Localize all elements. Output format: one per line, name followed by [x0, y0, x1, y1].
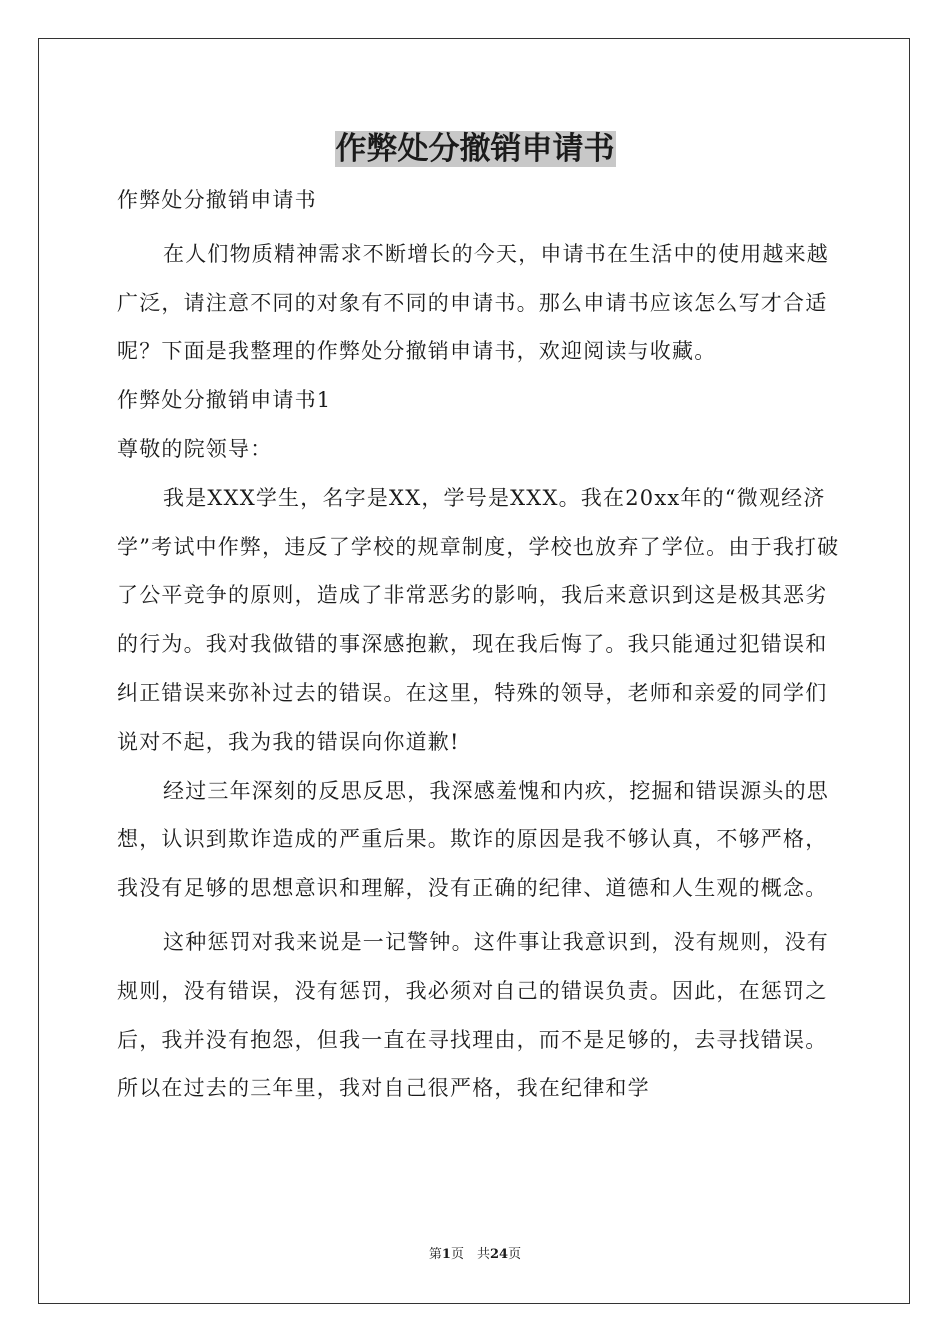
document-title-text: 作弊处分撤销申请书	[335, 131, 615, 167]
document-subtitle: 作弊处分撤销申请书	[117, 188, 317, 212]
page-footer	[0, 1246, 950, 1264]
body-paragraph: 我是XXX学生，名字是XX，学号是XXX。我在20xx年的“微观经济学”考试中作弊，违反了学校的规章制度，学校也放弃了学位。由于我打破了公平竞争的原则，造成了非常恶劣的影响，我后来意识到这是极其恶劣的行为。我对我做错的事深感抱歉，现在我后悔了。我只能通过犯错误和纠正错误来弥补过去的错误。在这里，特殊的领导，老师和亲爱的同学们说对不起，我为我的错误向你道歉!	[117, 485, 840, 754]
footer-page-current: 1	[441, 1247, 451, 1262]
body-paragraph: 经过三年深刻的反思反思，我深感羞愧和内疚，挖掘和错误源头的思想，认识到欺诈造成的严重后果。欺诈的原因是我不够认真，不够严格，我没有足够的思想意识和理解，没有正确的纪律、道德和人生观的概念。	[117, 778, 829, 901]
footer-page-total: 24	[489, 1247, 509, 1262]
document-title	[0, 126, 950, 172]
footer-prefix: 第	[428, 1247, 442, 1262]
salutation: 尊敬的院领导：	[117, 436, 273, 461]
footer-mid: 页 共	[450, 1247, 490, 1262]
footer-suffix: 页	[508, 1247, 522, 1262]
intro-paragraph: 在人们物质精神需求不断增长的今天，申请书在生活中的使用越来越广泛，请注意不同的对象有不同的申请书。那么申请书应该怎么写才合适呢？下面是我整理的作弊处分撤销申请书，欢迎阅读与收藏。	[117, 241, 829, 364]
document-body	[117, 176, 842, 1113]
body-paragraph: 这种惩罚对我来说是一记警钟。这件事让我意识到，没有规则，没有规则，没有错误，没有惩罚，我必须对自己的错误负责。因此，在惩罚之后，我并没有抱怨，但我一直在寻找理由，而不是足够的，去寻找错误。所以在过去的三年里，我对自己很严格，我在纪律和学	[117, 929, 829, 1101]
section-heading: 作弊处分撤销申请书1	[117, 388, 332, 413]
